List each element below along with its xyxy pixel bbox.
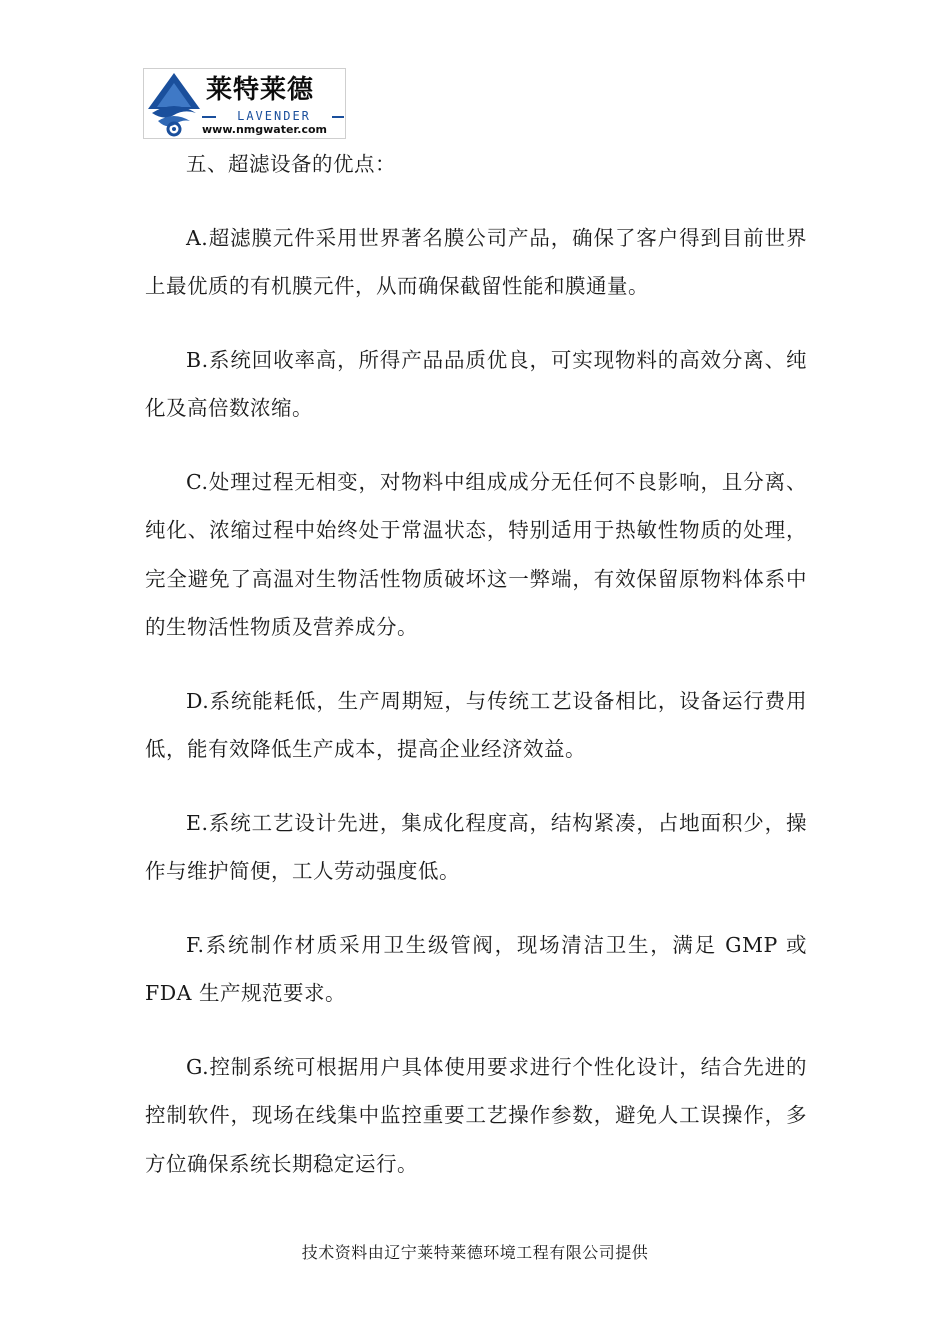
logo-divider-right [332, 116, 344, 118]
document-body [145, 140, 807, 1213]
company-logo [143, 68, 346, 139]
water-drop-logo-icon [144, 69, 204, 139]
logo-company-name: 莱特莱德 [206, 75, 315, 105]
paragraph-b: B.系统回收率高，所得产品品质优良，可实现物料的高效分离、纯化及高倍数浓缩。 [145, 347, 807, 420]
paragraph-f: F.系统制作材质采用卫生级管阀，现场清洁卫生，满足 GMP 或 FDA 生产规范要求。 [145, 932, 807, 1005]
page-footer: 技术资料由辽宁莱特莱德环境工程有限公司提供 [301, 1243, 649, 1262]
paragraph-a: A.超滤膜元件采用世界著名膜公司产品，确保了客户得到目前世界上最优质的有机膜元件，从而确保截留性能和膜通量。 [145, 225, 807, 298]
logo-website-url: www.nmgwater.com [202, 123, 328, 136]
section-heading: 五、超滤设备的优点： [186, 152, 396, 176]
paragraph-c: C.处理过程无相变，对物料中组成成分无任何不良影响，且分离、纯化、浓缩过程中始终处于常温状态，特别适用于热敏性物质的处理，完全避免了高温对生物活性物质破坏这一弊端，有效保留原物料体系中的生物活性物质及营养成分。 [145, 469, 807, 639]
paragraph-g: G.控制系统可根据用户具体使用要求进行个性化设计，结合先进的控制软件，现场在线集中监控重要工艺操作参数，避免人工误操作，多方位确保系统长期稳定运行。 [145, 1054, 807, 1176]
paragraph-d: D.系统能耗低，生产周期短，与传统工艺设备相比，设备运行费用低，能有效降低生产成本，提高企业经济效益。 [145, 688, 807, 761]
paragraph-e: E.系统工艺设计先进，集成化程度高，结构紧凑，占地面积少，操作与维护简便，工人劳动强度低。 [145, 810, 807, 883]
logo-english-name: LAVENDER [237, 109, 311, 123]
